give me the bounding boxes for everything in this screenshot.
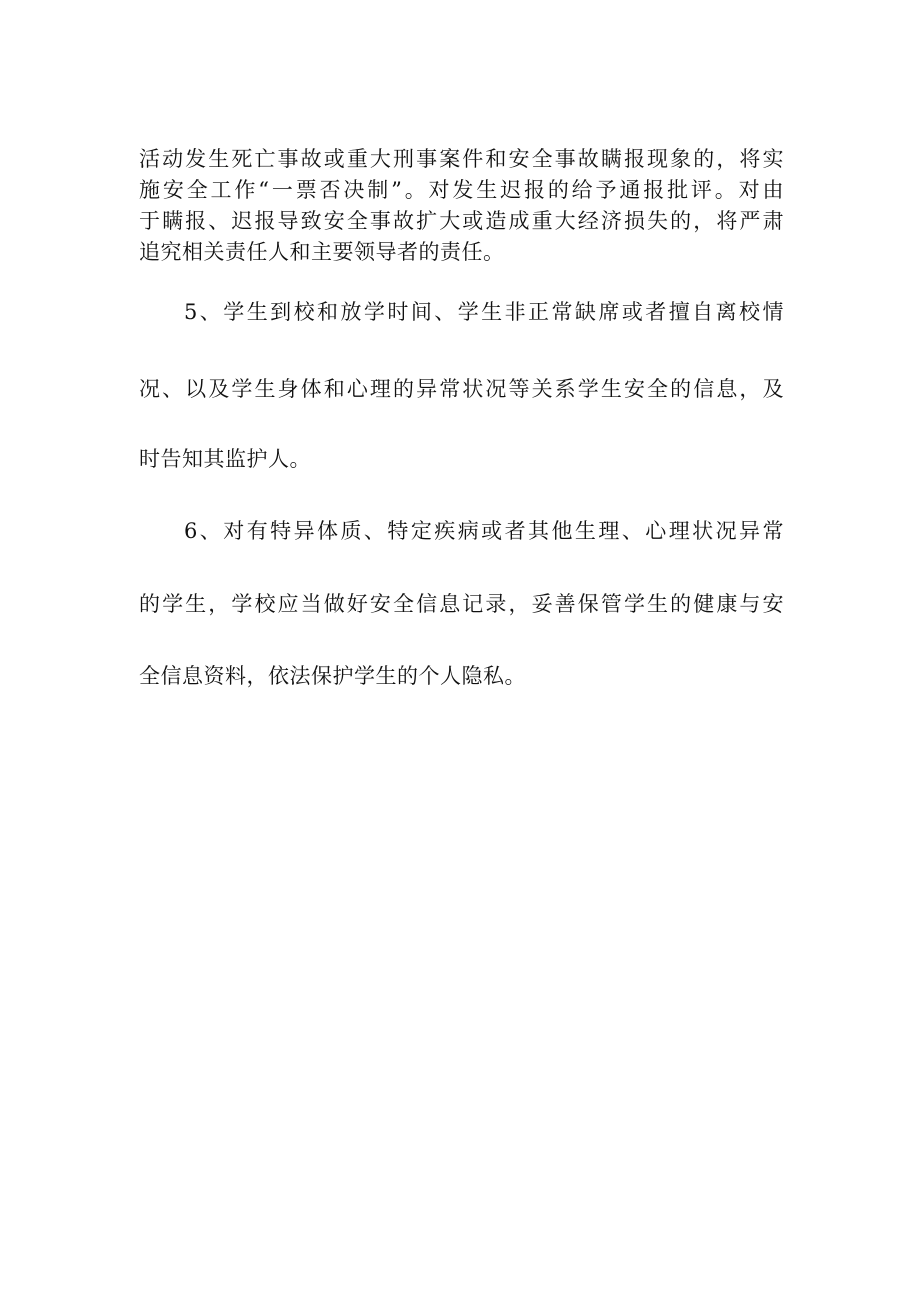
paragraph-line: 的学生，学校应当做好安全信息记录，妥善保管学生的健康与安 xyxy=(139,592,784,616)
paragraph-line: 6、对有特异体质、特定疾病或者其他生理、心理状况异常 xyxy=(184,519,784,543)
paragraph-line: 活动发生死亡事故或重大刑事案件和安全事故瞒报现象的，将实 xyxy=(139,147,784,171)
paragraph-line: 全信息资料，依法保护学生的个人隐私。 xyxy=(139,664,526,688)
paragraph-line: 追究相关责任人和主要领导者的责任。 xyxy=(139,240,505,264)
paragraph-line: 于瞒报、迟报导致安全事故扩大或造成重大经济损失的，将严肃 xyxy=(139,209,784,233)
paragraph-line: 5、学生到校和放学时间、学生非正常缺席或者擅自离校情 xyxy=(184,300,784,324)
paragraph-line: 时告知其监护人。 xyxy=(139,447,311,471)
paragraph-line: 施安全工作“一票否决制”。对发生迟报的给予通报批评。对由 xyxy=(139,178,784,202)
paragraph-line: 况、以及学生身体和心理的异常状况等关系学生安全的信息，及 xyxy=(139,377,784,401)
